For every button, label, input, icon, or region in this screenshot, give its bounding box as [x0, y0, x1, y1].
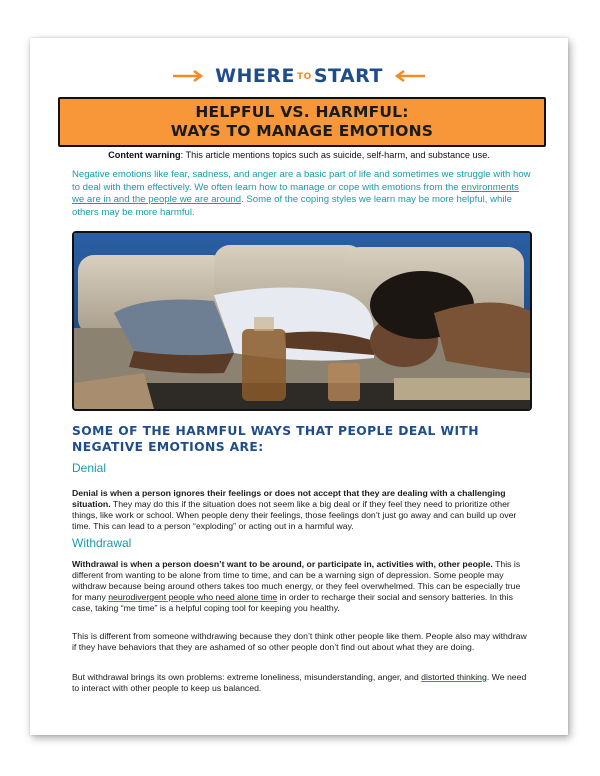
withdrawal-paragraph-3: But withdrawal brings its own problems: extreme loneliness, misunderstanding, anger, and distorted thinking. We need to interact with other people to keep us balanced. [72, 672, 527, 693]
denial-heading: Denial [72, 461, 107, 475]
logo-text: WHERE TO START [215, 65, 383, 87]
title-line-2: WAYS TO MANAGE EMOTIONS [170, 122, 434, 140]
title-banner [58, 97, 546, 147]
section-heading: SOME OF THE HARMFUL WAYS THAT PEOPLE DEAL WITH NEGATIVE EMOTIONS ARE: [72, 424, 479, 454]
arrow-right-icon [173, 70, 207, 82]
distorted-thinking-link[interactable]: distorted thinking [421, 672, 487, 682]
where-to-start-logo [30, 65, 568, 87]
withdrawal-heading: Withdrawal [72, 536, 132, 550]
withdrawal-paragraph-1: Withdrawal is when a person doesn’t want to be around, or participate in, activities with, other people. This is different from wanting to be alone from time to time, and can be a warning sign of depression. Some people may withdraw because being around others takes too much energy, or they feel overwhelmed. This can be especially true for many neurodivergent people who need alone time in order to recharge their social and sensory batteries. In this case, taking “me time” is a helpful coping tool for keeping you healthy. [72, 559, 521, 613]
neurodivergent-link[interactable]: neurodivergent people who need alone time [108, 592, 278, 602]
intro-paragraph: Negative emotions like fear, sadness, and anger are a basic part of life and sometimes we struggle with how to deal with them effectively. We often learn how to manage or cope with emotions from the environments we are in and the people we are around. Some of the coping styles we learn may be more helpful, while others may be more harmful. [72, 169, 531, 218]
denial-paragraph: Denial is when a person ignores their feelings or does not accept that they are dealing with a challenging situation. They may do this if the situation does not seem like a big deal or if they feel they need to prioritize other things, like work or school. When people deny their feelings, those feelings don’t just go away and can build up over time. This can lead to a person “exploding” or acting out in a harmful way. [72, 488, 517, 531]
arrow-left-icon [391, 70, 425, 82]
title-line-1: HELPFUL VS. HARMFUL: [195, 103, 409, 121]
content-warning: Content warning: This article mentions topics such as suicide, self-harm, and substance use. [108, 150, 490, 160]
document-page [30, 38, 568, 735]
withdrawal-paragraph-2: This is different from someone withdrawing because they don’t think other people like them. People also may withdraw if they have behaviors that they are ashamed of so other people don’t find out about what they are doing. [72, 631, 527, 652]
person-sleeping-on-couch-photo [72, 231, 532, 411]
environments-link[interactable]: environments we are in and the people we are around [72, 181, 519, 206]
